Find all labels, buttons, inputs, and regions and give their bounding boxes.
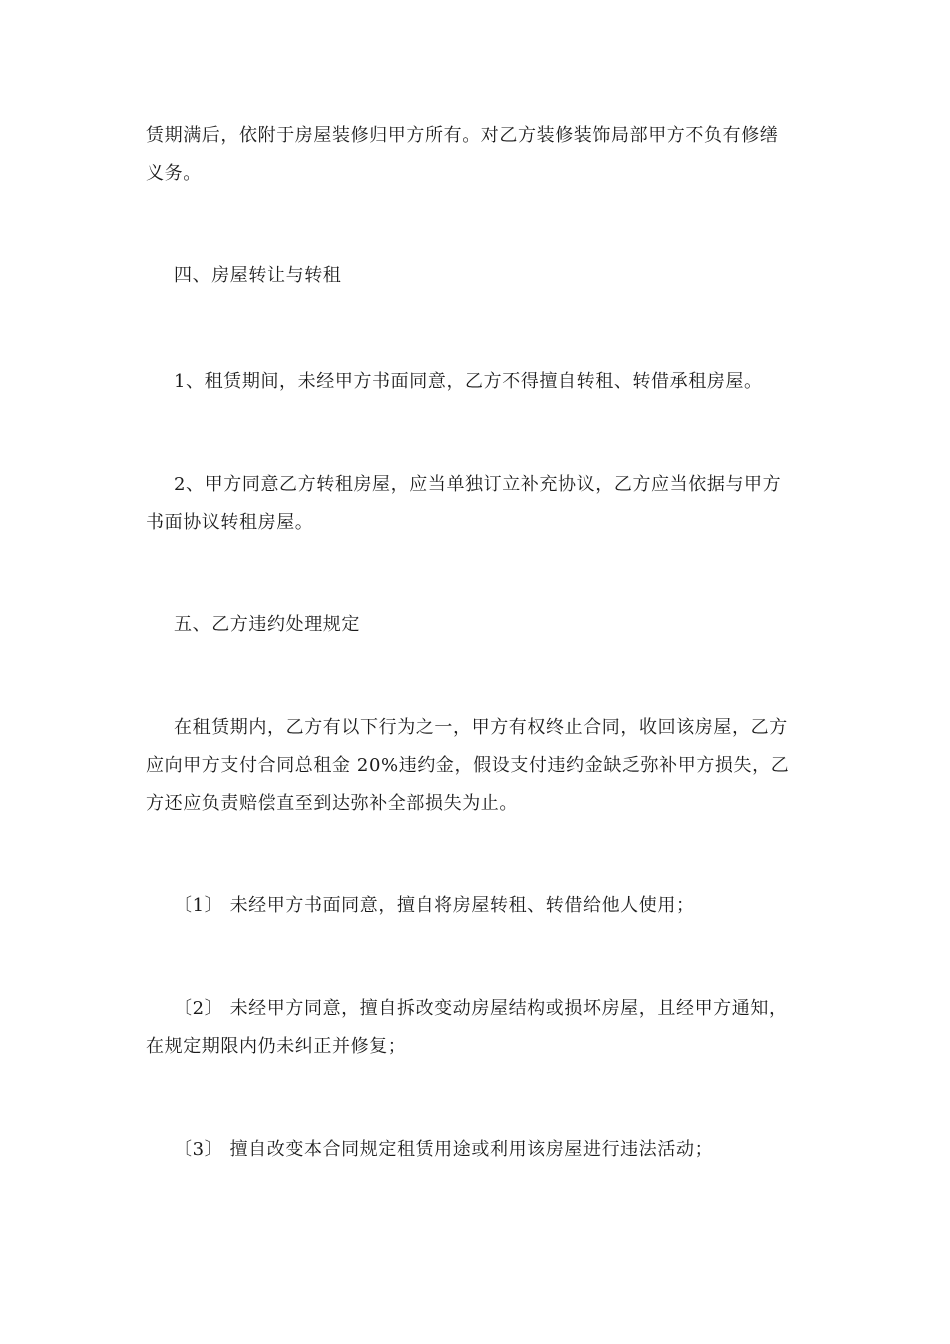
text-line: 书面协议转租房屋。 (146, 512, 314, 533)
text-line: 1、租赁期间，未经甲方书面同意，乙方不得擅自转租、转借承租房屋。 (174, 371, 763, 392)
text-line: 〔1〕 未经甲方书面同意，擅自将房屋转租、转借给他人使用； (174, 895, 695, 916)
breach-item-1 (146, 887, 806, 925)
text-line: 在租赁期内，乙方有以下行为之一，甲方有权终止合同，收回该房屋，乙方 (174, 717, 788, 738)
text-line: 在规定期限内仍未纠正并修复； (146, 1036, 407, 1057)
text-line: 应向甲方支付合同总租金 20%违约金，假设支付违约金缺乏弥补甲方损失，乙 (146, 755, 790, 776)
text-line: 赁期满后，依附于房屋装修归甲方所有。对乙方装修装饰局部甲方不负有修缮 (146, 125, 779, 146)
text-line: 义务。 (146, 163, 202, 184)
section-heading-5 (146, 606, 806, 644)
clause-2 (146, 466, 806, 542)
text-line: 〔2〕 未经甲方同意，擅自拆改变动房屋结构或损坏房屋，且经甲方通知， (174, 998, 788, 1019)
heading-text: 四、房屋转让与转租 (174, 265, 342, 286)
section-heading-4 (146, 257, 806, 295)
heading-text: 五、乙方违约处理规定 (174, 614, 360, 635)
paragraph-breach-terms (146, 709, 806, 823)
breach-item-3 (146, 1131, 806, 1169)
text-line: 〔3〕 擅自改变本合同规定租赁用途或利用该房屋进行违法活动； (174, 1139, 714, 1160)
paragraph-lease-expiry-decoration (146, 117, 806, 193)
clause-1 (146, 363, 806, 401)
text-line: 2、甲方同意乙方转租房屋，应当单独订立补充协议，乙方应当依据与甲方 (174, 474, 782, 495)
breach-item-2 (146, 990, 806, 1066)
text-line: 方还应负责赔偿直至到达弥补全部损失为止。 (146, 793, 518, 814)
